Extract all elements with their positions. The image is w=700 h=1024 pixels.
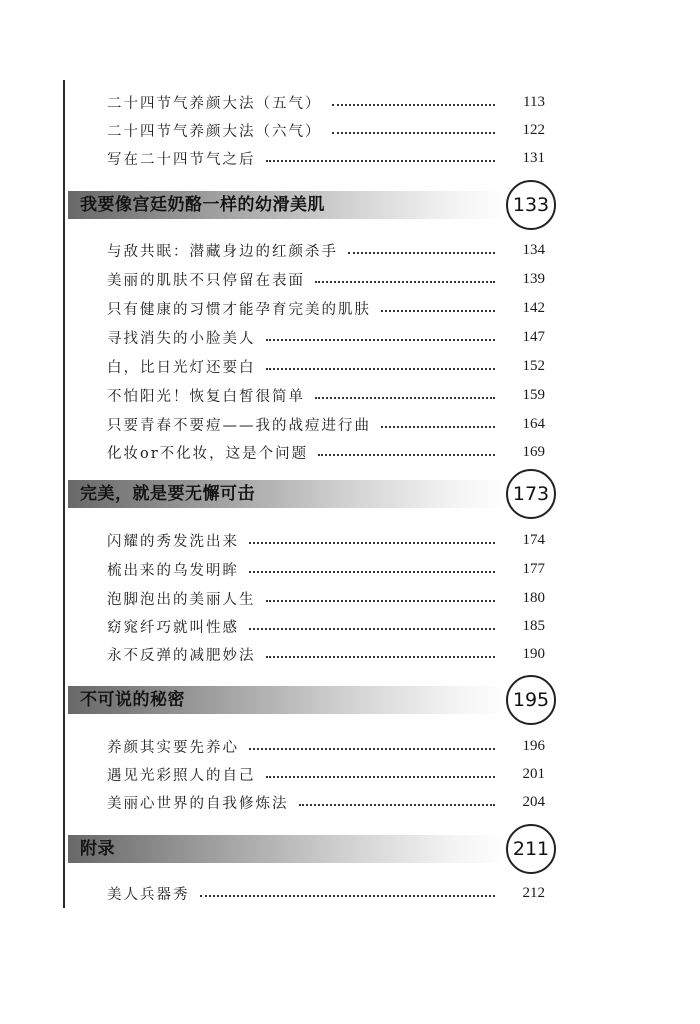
dot-leader bbox=[299, 804, 496, 806]
dot-leader bbox=[381, 310, 495, 312]
dot-leader bbox=[249, 542, 495, 544]
toc-entry[interactable] bbox=[107, 383, 545, 407]
toc-entry-title: 窈窕纤巧就叫性感 bbox=[107, 619, 239, 636]
toc-entry-title: 美丽的肌肤不只停留在表面 bbox=[107, 272, 305, 289]
dot-leader bbox=[315, 281, 495, 283]
toc-entry[interactable] bbox=[107, 586, 545, 610]
section-page-circle: 195 bbox=[506, 675, 556, 725]
toc-entry-page: 134 bbox=[522, 241, 545, 258]
section-heading-band[interactable] bbox=[68, 686, 508, 714]
toc-entry-title: 寻找消失的小脸美人 bbox=[107, 330, 256, 347]
toc-entry-title: 养颜其实要先养心 bbox=[107, 739, 239, 756]
toc-entry[interactable] bbox=[107, 90, 545, 114]
dot-leader bbox=[266, 600, 496, 602]
toc-entry-title: 只要青春不要痘——我的战痘进行曲 bbox=[107, 417, 371, 434]
toc-entry[interactable] bbox=[107, 267, 545, 291]
section-heading-band[interactable] bbox=[68, 191, 508, 219]
toc-entry-title: 写在二十四节气之后 bbox=[107, 151, 256, 168]
toc-entry-page: 180 bbox=[522, 589, 545, 606]
section-heading: 不可说的秘密 bbox=[80, 690, 185, 710]
toc-entry[interactable] bbox=[107, 354, 545, 378]
dot-leader bbox=[315, 397, 495, 399]
toc-entry-page: 164 bbox=[522, 415, 545, 432]
toc-entry-page: 169 bbox=[522, 443, 545, 460]
toc-entry-page: 201 bbox=[522, 765, 545, 782]
toc-entry[interactable] bbox=[107, 440, 545, 464]
toc-entry-page: 190 bbox=[522, 645, 545, 662]
toc-entry-title: 美丽心世界的自我修炼法 bbox=[107, 795, 289, 812]
section-heading: 我要像宫廷奶酪一样的幼滑美肌 bbox=[80, 195, 325, 215]
dot-leader bbox=[200, 895, 496, 897]
toc-entry-page: 174 bbox=[522, 531, 545, 548]
dot-leader bbox=[266, 776, 496, 778]
dot-leader bbox=[332, 104, 496, 106]
toc-entry-title: 泡脚泡出的美丽人生 bbox=[107, 591, 256, 608]
toc-entry[interactable] bbox=[107, 614, 545, 638]
toc-entry-page: 152 bbox=[522, 357, 545, 374]
dot-leader bbox=[266, 160, 496, 162]
toc-entry-title: 只有健康的习惯才能孕育完美的肌肤 bbox=[107, 301, 371, 318]
toc-entry[interactable] bbox=[107, 762, 545, 786]
dot-leader bbox=[249, 571, 495, 573]
toc-entry[interactable] bbox=[107, 557, 545, 581]
dot-leader bbox=[266, 368, 496, 370]
toc-entry-title: 与敌共眠：潜藏身边的红颜杀手 bbox=[107, 243, 338, 260]
toc-entry-page: 185 bbox=[522, 617, 545, 634]
toc-entry-title: 不怕阳光！恢复白皙很简单 bbox=[107, 388, 305, 405]
dot-leader bbox=[318, 454, 495, 456]
toc-entry[interactable] bbox=[107, 146, 545, 170]
dot-leader bbox=[348, 252, 495, 254]
toc-entry-page: 139 bbox=[522, 270, 545, 287]
toc-entry-page: 177 bbox=[522, 560, 545, 577]
toc-entry[interactable] bbox=[107, 238, 545, 262]
dot-leader bbox=[249, 628, 495, 630]
toc-entry[interactable] bbox=[107, 296, 545, 320]
toc-entry[interactable] bbox=[107, 412, 545, 436]
toc-entry-title: 遇见光彩照人的自己 bbox=[107, 767, 256, 784]
toc-entry-page: 122 bbox=[522, 121, 545, 138]
toc-entry-title: 美人兵器秀 bbox=[107, 886, 190, 903]
toc-entry[interactable] bbox=[107, 325, 545, 349]
section-heading: 完美，就是要无懈可击 bbox=[80, 484, 255, 504]
toc-entry[interactable] bbox=[107, 642, 545, 666]
toc-entry[interactable] bbox=[107, 881, 545, 905]
toc-entry-title: 白，比日光灯还要白 bbox=[107, 359, 256, 376]
toc-entry-title: 二十四节气养颜大法（六气） bbox=[107, 123, 322, 140]
dot-leader bbox=[249, 748, 495, 750]
toc-entry[interactable] bbox=[107, 528, 545, 552]
toc-entry-title: 梳出来的乌发明眸 bbox=[107, 562, 239, 579]
toc-entry-title: 闪耀的秀发洗出来 bbox=[107, 533, 239, 550]
toc-entry-page: 204 bbox=[522, 793, 545, 810]
left-margin-rule bbox=[63, 80, 65, 908]
toc-entry-page: 159 bbox=[522, 386, 545, 403]
dot-leader bbox=[266, 656, 496, 658]
toc-entry-title: 化妆or不化妆，这是个问题 bbox=[107, 445, 309, 462]
section-heading-band[interactable] bbox=[68, 835, 508, 863]
toc-entry[interactable] bbox=[107, 734, 545, 758]
section-page-circle: 133 bbox=[506, 180, 556, 230]
dot-leader bbox=[381, 426, 495, 428]
section-heading: 附录 bbox=[80, 839, 115, 859]
toc-entry-title: 二十四节气养颜大法（五气） bbox=[107, 95, 322, 112]
toc-entry[interactable] bbox=[107, 790, 545, 814]
toc-entry-page: 131 bbox=[522, 149, 545, 166]
toc-entry-page: 196 bbox=[522, 737, 545, 754]
toc-entry-title: 永不反弹的减肥妙法 bbox=[107, 647, 256, 664]
toc-entry-page: 142 bbox=[522, 299, 545, 316]
toc-entry[interactable] bbox=[107, 118, 545, 142]
section-page-circle: 211 bbox=[506, 824, 556, 874]
section-page-circle: 173 bbox=[506, 469, 556, 519]
section-heading-band[interactable] bbox=[68, 480, 508, 508]
toc-entry-page: 212 bbox=[522, 884, 545, 901]
toc-entry-page: 113 bbox=[523, 93, 545, 110]
toc-entry-page: 147 bbox=[522, 328, 545, 345]
dot-leader bbox=[332, 132, 496, 134]
dot-leader bbox=[266, 339, 496, 341]
